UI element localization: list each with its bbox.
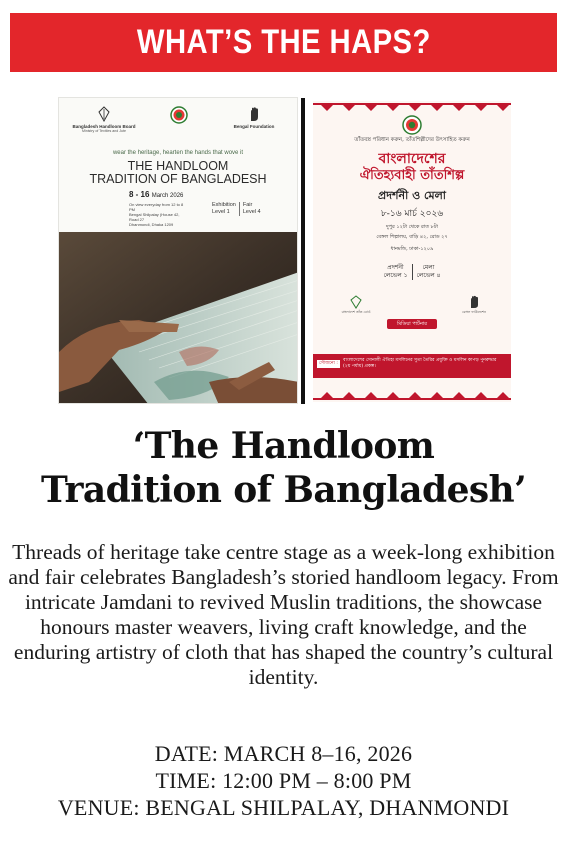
event-info	[0, 740, 567, 821]
poster-levels	[209, 202, 264, 216]
sponsor-tag: সৌজন্যে :	[319, 361, 338, 366]
banner-title: WHAT’S THE HAPS?	[136, 23, 431, 61]
level-fair-bn: মেলা লেভেল ৪	[412, 264, 445, 280]
media-partner-tag: মিডিয়া পার্টনার	[387, 319, 437, 329]
poster-bn-title-1: বাংলাদেশের	[378, 151, 446, 167]
bengal-foundation-logo: Bengal Foundation	[219, 106, 289, 129]
handloom-board-badge: বাংলাদেশ তাঁত বোর্ড	[341, 295, 371, 316]
poster-bn-subtitle: প্রদর্শনী ও মেলা	[378, 189, 446, 202]
weaving-photo	[59, 232, 298, 404]
poster-bn-lead: তাঁতবস্ত্র পরিধান করুন, তাঁতশিল্পীদের উৎসাহিত করুন	[354, 137, 470, 143]
poster-title: THE HANDLOOM TRADITION OF BANGLADESH	[89, 159, 267, 186]
seal-icon	[170, 106, 188, 124]
poster-bn-title-2: ঐতিহ্যবাহী তাঁতশিল্প	[359, 168, 465, 183]
government-seal-icon	[402, 115, 422, 135]
poster-logos	[59, 106, 297, 146]
hand-icon	[468, 295, 480, 309]
article-headline: ‘The Handloom Tradition of Bangladesh’	[40, 425, 527, 511]
event-date: DATE: MARCH 8–16, 2026	[154, 741, 413, 766]
level-exhibition: Exhibition Level 1	[212, 202, 236, 215]
poster-tagline: wear the heritage, hearten the hands that wove it	[112, 150, 244, 156]
article-body: Threads of heritage take centre stage as a week-long exhibition and fair celebrates Bangladesh’s storied handloom legacy. From intricate Jamdani to revived Muslin traditions, the showcase honours master weavers, living craft knowledge, and the enduring artistry of cloth that has shaped the country’s cultural identity.	[8, 540, 559, 689]
section-banner	[10, 13, 557, 72]
level-exhibition-bn: প্রদর্শনী লেভেল ১	[383, 264, 408, 279]
loom-icon	[350, 295, 362, 309]
event-time: TIME: 12:00 PM – 8:00 PM	[155, 768, 412, 793]
bengal-foundation-badge: বেঙ্গল ফাউন্ডেশন	[459, 295, 489, 316]
sponsor-band	[313, 354, 511, 378]
poster-english[interactable]	[58, 97, 298, 404]
poster-bn-levels	[313, 264, 511, 280]
poster-bn-city: ধানমন্ডি, ঢাকা-১২০৯	[390, 246, 434, 252]
poster-divider	[301, 98, 305, 404]
government-seal-logo	[144, 106, 214, 126]
sponsor-text: বাংলাদেশের সোনালী ঐতিহ্য মসলিনের সুতা তৈরির প্রযুক্তি ও মসলিন কাপড় পুনরুদ্ধার (২য় পর্যায়) প্রকল্প।	[343, 358, 497, 369]
pattern-border-bottom	[313, 390, 511, 402]
handloom-board-logo: Bangladesh Handloom Board Ministry of Textiles and Jute	[69, 106, 139, 133]
poster-bangla[interactable]	[313, 101, 511, 402]
poster-info: On view everyday from 12 to 8 PM Bengal Shilpalay (House 42, Road 27 Dhanmondi, Dhaka 1209	[129, 202, 184, 227]
event-venue: VENUE: BENGAL SHILPALAY, DHANMONDI	[57, 795, 510, 820]
poster-bn-venue: বেঙ্গল শিল্পালয়, বাড়ি ৪২, রোড ২৭	[376, 234, 448, 240]
poster-dates: 8 - 16 March 2026	[129, 190, 184, 199]
loom-icon	[97, 106, 111, 122]
pattern-border-top	[313, 101, 511, 113]
poster-bn-date: ৮-১৬ মার্চ ২০২৬	[380, 209, 444, 219]
poster-bn-time: দুপুর ১২টা থেকে রাত ৮টা	[386, 224, 438, 230]
hand-icon	[248, 106, 260, 122]
level-fair: Fair Level 4	[239, 202, 264, 216]
